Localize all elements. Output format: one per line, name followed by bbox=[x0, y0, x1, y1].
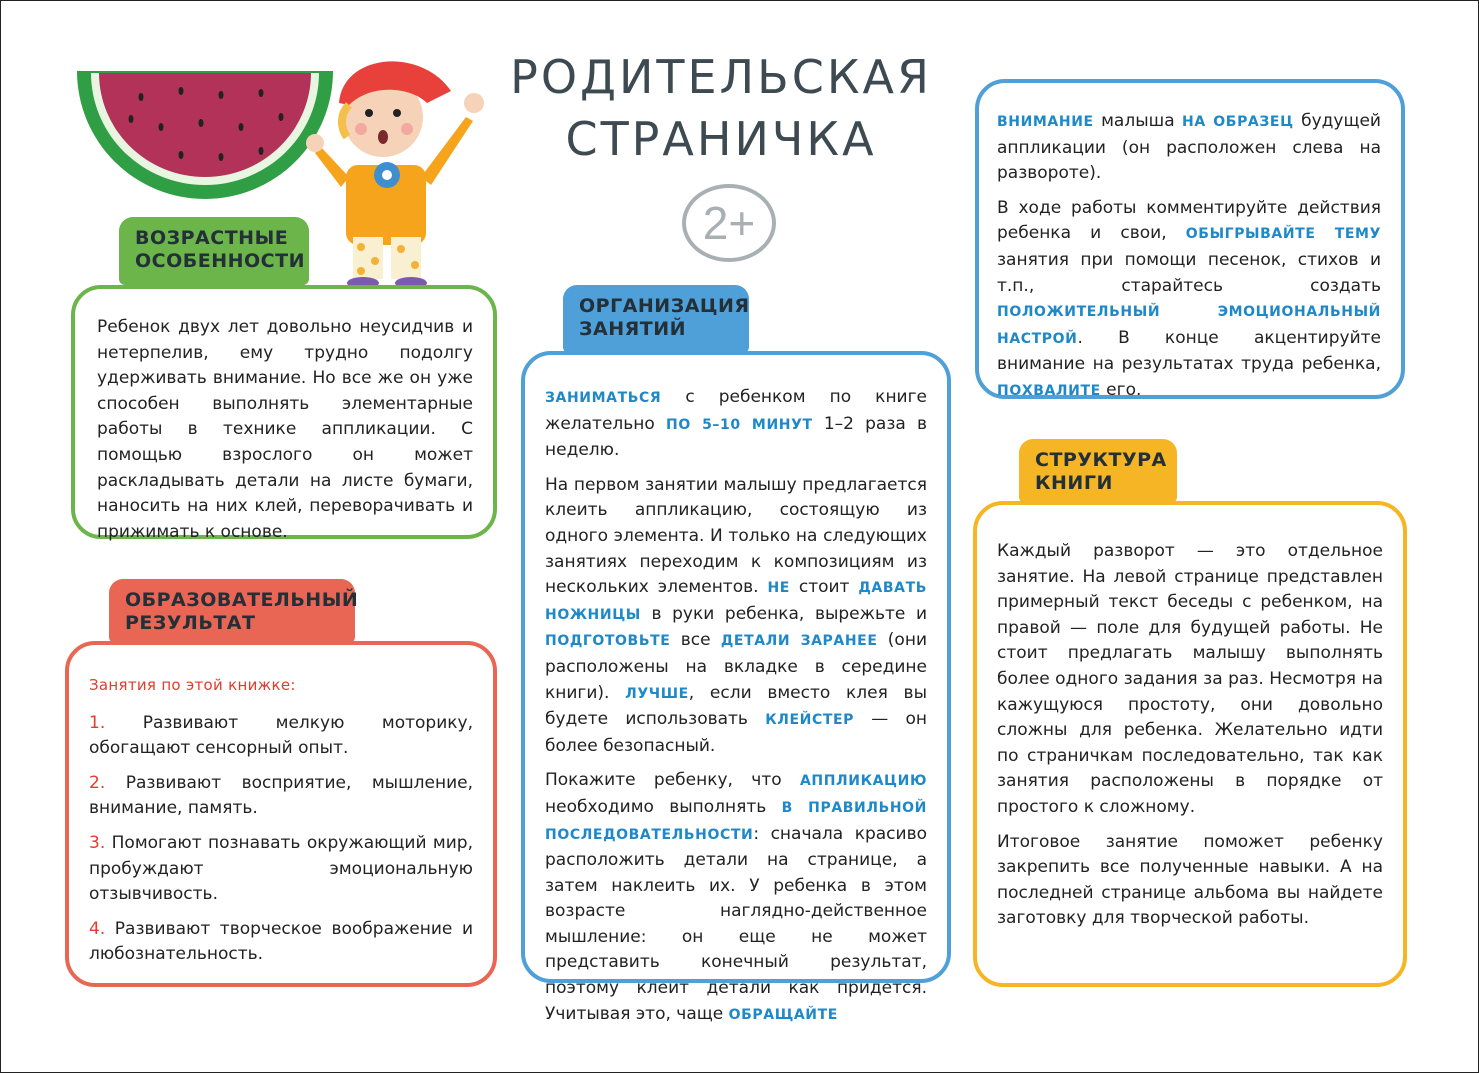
highlight-term: ДАВАТЬ НОЖНИЦЫ bbox=[545, 580, 927, 623]
organization-p3 bbox=[545, 768, 927, 1028]
age-features-text: Ребенок двух лет довольно неусидчив и нетерпелив, ему трудно подолгу удерживать внимание. Но все же он уже способен выполнять элементарные работы в технике аппликации. С помощью взрослого он может раскладывать детали на листе бумаги, наносить на них клей, переворачивать и прижимать к основе. bbox=[97, 317, 473, 542]
highlight-term: АППЛИКАЦИЮ bbox=[799, 773, 927, 790]
paragraph-text: занятия при помощи песенок, стихов и т.п., старайтесь создать bbox=[997, 249, 1381, 296]
page-title bbox=[501, 46, 941, 170]
education-intro: Занятия по этой книжке: bbox=[89, 676, 296, 694]
highlight-term: ВНИМАНИЕ bbox=[997, 114, 1094, 130]
structure-heading: СТРУКТУРА КНИГИ bbox=[1019, 439, 1177, 503]
highlight-term: НЕ bbox=[767, 580, 790, 597]
paragraph-text: — он более безопасный. bbox=[545, 709, 927, 756]
highlight-term: ПОДГОТОВЬТЕ bbox=[545, 633, 671, 650]
highlight-term: ОБРАЩАЙТЕ bbox=[728, 1006, 838, 1023]
paragraph-text: (они расположены на вкладке в середине книги). bbox=[545, 630, 927, 703]
watermelon-icon bbox=[77, 71, 333, 199]
structure-box bbox=[973, 501, 1407, 987]
education-box bbox=[65, 641, 497, 987]
paragraph-text: В ходе работы комментируйте действия ребенка и свои, bbox=[997, 197, 1381, 244]
highlight-term: ОБЫГРЫВАЙТЕ ТЕМУ bbox=[1185, 226, 1381, 243]
organization-box bbox=[521, 351, 951, 1024]
education-item-1: 1. Развивают мелкую моторику, обогащают сенсорный опыт. bbox=[89, 712, 473, 759]
paragraph-text: На первом занятии малышу предлагается клеить аппликацию, состоящую из одного элемента. И только на следующих занятиях переходим к композициям из нескольких элементов. bbox=[545, 474, 927, 598]
age-features-heading: ВОЗРАСТНЫЕ ОСОБЕННОСТИ bbox=[119, 217, 309, 285]
highlight-term: ЗАНИМАТЬСЯ bbox=[545, 390, 662, 406]
paragraph-text: его. bbox=[1100, 379, 1142, 400]
highlight-term: ДЕТАЛИ ЗАРАНЕЕ bbox=[720, 633, 878, 650]
structure-p2: Итоговое занятие поможет ребенку закрепить все полученные навыки. А на последней странице альбома вы найдете заготовку для творческой работы. bbox=[997, 831, 1383, 929]
paragraph-text: необходимо выполнять bbox=[545, 796, 782, 817]
paragraph-text: : сначала красиво расположить детали на странице, а затем наклеить их. У ребенка в этом возрасте наглядно-действенное мышление: он еще не может представить конечный результат, поэтому клеит детали как придется. Учитывая это, чаще bbox=[545, 823, 927, 1024]
continuation-box bbox=[975, 79, 1405, 399]
title-line-2: СТРАНИЧКА bbox=[565, 112, 877, 166]
paragraph-text: с ребенком по книге желательно bbox=[545, 387, 927, 434]
age-features-box bbox=[71, 285, 497, 542]
paragraph-text: малыша bbox=[1093, 111, 1183, 131]
paragraph-text: 1–2 раза в неделю. bbox=[545, 413, 927, 461]
paragraph-text: Покажите ребенку, что bbox=[545, 770, 800, 791]
highlight-term: НА ОБРАЗЕЦ bbox=[1182, 114, 1294, 130]
child-icon bbox=[306, 61, 484, 289]
paragraph-text: . В конце акцентируйте внимание на результатах труда ребенка, bbox=[997, 327, 1381, 375]
continuation-p2 bbox=[997, 196, 1381, 405]
education-item-4: 4. Развивают творческое воображение и любознательность. bbox=[89, 918, 473, 965]
age-badge: 2+ bbox=[682, 184, 776, 262]
paragraph-text: , если вместо клея вы будете использовать bbox=[545, 682, 927, 730]
paragraph-text: будущей аппликации (он расположен слева на развороте). bbox=[997, 111, 1381, 184]
organization-heading: ОРГАНИЗАЦИЯ ЗАНЯТИЙ bbox=[563, 285, 749, 353]
organization-p2 bbox=[545, 473, 927, 760]
highlight-term: ПО 5–10 МИНУТ bbox=[666, 416, 813, 433]
continuation-p1 bbox=[997, 109, 1381, 187]
highlight-term: ЛУЧШЕ bbox=[625, 685, 689, 702]
paragraph-text: в руки ребенка, вырежьте и bbox=[640, 603, 927, 624]
highlight-term: ПОХВАЛИТЕ bbox=[997, 382, 1101, 399]
highlight-term: В ПРАВИЛЬНОЙ ПОСЛЕДОВАТЕЛЬНОСТИ bbox=[545, 799, 927, 843]
education-item-2: 2. Развивают восприятие, мышление, внимание, память. bbox=[89, 772, 473, 819]
title-line-1: РОДИТЕЛЬСКАЯ bbox=[510, 50, 932, 104]
paragraph-text: все bbox=[670, 630, 721, 651]
structure-p1: Каждый разворот — это отдельное занятие. На левой странице представлен примерный текст беседы с ребенком, на правой — поле для будущей работы. Не стоит предлагать малышу выполнять более одного задания за раз. Несмотря на кажущуюся простоту, они довольно сложны для ребенка. Желательно идти по страничкам последовательно, так как занятия расположены в порядке от простого к сложному. bbox=[997, 541, 1383, 817]
highlight-term: ПОЛОЖИТЕЛЬНЫЙ ЭМОЦИОНАЛЬНЫЙ НАСТРОЙ bbox=[997, 304, 1381, 347]
organization-p1 bbox=[545, 385, 927, 464]
education-heading: ОБРАЗОВАТЕЛЬНЫЙ РЕЗУЛЬТАТ bbox=[109, 579, 355, 643]
education-item-3: 3. Помогают познавать окружающий мир, пробуждают эмоциональную отзывчивость. bbox=[89, 832, 473, 905]
highlight-term: КЛЕЙСТЕР bbox=[765, 712, 854, 729]
paragraph-text: стоит bbox=[789, 577, 859, 598]
